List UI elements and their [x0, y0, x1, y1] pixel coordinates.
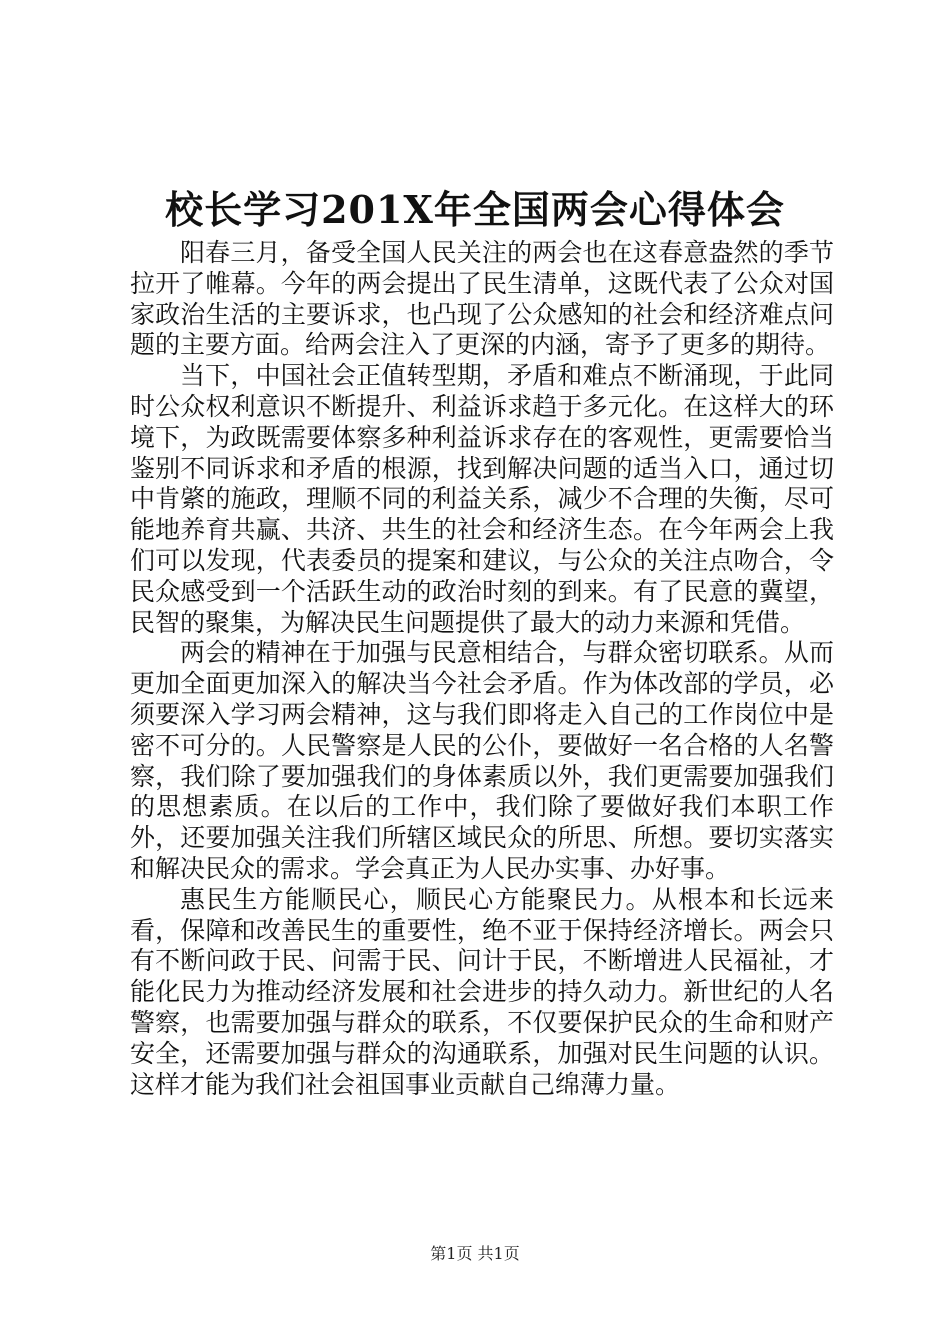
page-number-footer: 第1页 共1页: [430, 1244, 520, 1263]
paragraph-2: 当下，中国社会正值转型期，矛盾和难点不断涌现，于此同时公众权利意识不断提升、利益诉求趋于多元化。在这样大的环境下，为政既需要体察多种利益诉求存在的客观性，更需要恰当鉴别不同诉求和矛盾的根源，找到解决问题的适当入口，通过切中肯綮的施政，理顺不同的利益关系，减少不合理的失衡，尽可能地养育共赢、共济、共生的社会和经济生态。在今年两会上我们可以发现，代表委员的提案和建议，与公众的关注点吻合，令民众感受到一个活跃生动的政治时刻的到来。有了民意的冀望，民智的聚集，为解决民生问题提供了最大的动力来源和凭借。: [130, 361, 834, 637]
paragraph-3: 两会的精神在于加强与民意相结合，与群众密切联系。从而更加全面更加深入的解决当今社会矛盾。作为体改部的学员，必须要深入学习两会精神，这与我们即将走入自己的工作岗位中是密不可分的。人民警察是人民的公仆，要做好一名合格的人名警察，我们除了要加强我们的身体素质以外，我们更需要加强我们的思想素质。在以后的工作中，我们除了要做好我们本职工作外，还要加强关注我们所辖区域民众的所思、所想。要切实落实和解决民众的需求。学会真正为人民办实事、办好事。: [130, 638, 834, 883]
document-body: [130, 238, 834, 1100]
paragraph-4: 惠民生方能顺民心，顺民心方能聚民力。从根本和长远来看，保障和改善民生的重要性，绝不亚于保持经济增长。两会只有不断问政于民、问需于民、问计于民，不断增进人民福祉，才能化民力为推动经济发展和社会进步的持久动力。新世纪的人名警察，也需要加强与群众的联系，不仅要保护民众的生命和财产安全，还需要加强与群众的沟通联系，加强对民生问题的认识。这样才能为我们社会祖国事业贡献自己绵薄力量。: [130, 884, 834, 1099]
document-title: 校长学习201X年全国两会心得体会: [165, 187, 785, 232]
paragraph-1: 阳春三月，备受全国人民关注的两会也在这春意盎然的季节拉开了帷幕。今年的两会提出了民生清单，这既代表了公众对国家政治生活的主要诉求，也凸现了公众感知的社会和经济难点问题的主要方面。给两会注入了更深的内涵，寄予了更多的期待。: [130, 238, 834, 360]
